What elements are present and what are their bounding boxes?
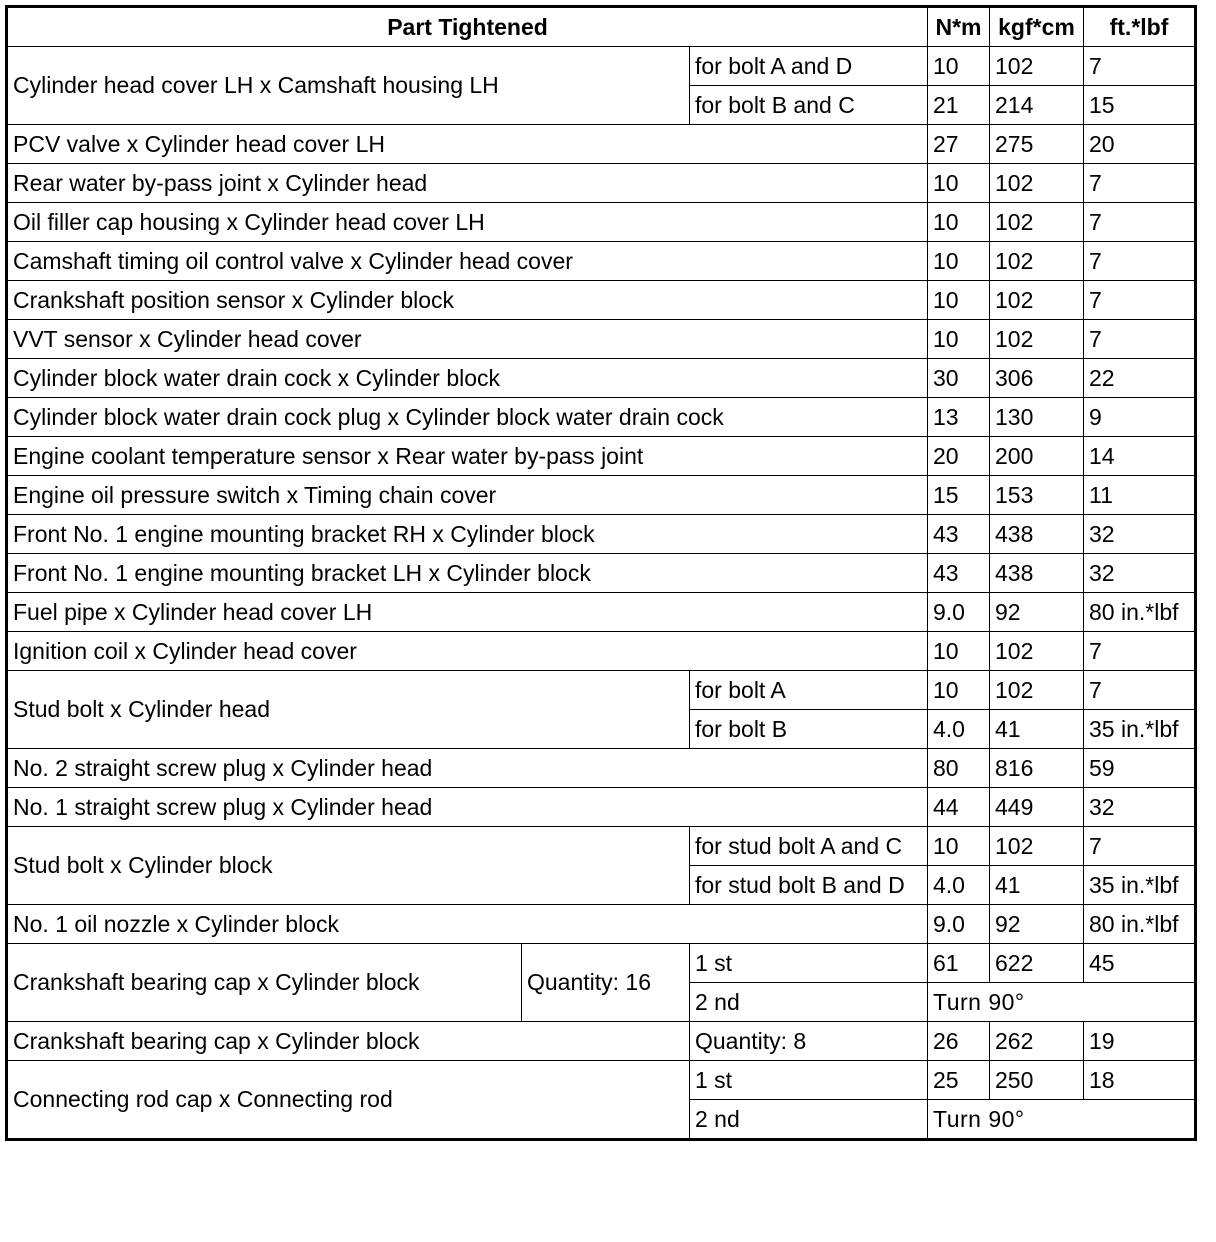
part-cell: No. 1 oil nozzle x Cylinder block bbox=[7, 905, 928, 944]
nm-cell: 10 bbox=[928, 242, 990, 281]
kgfcm-cell: 438 bbox=[990, 554, 1084, 593]
nm-cell: 4.0 bbox=[928, 710, 990, 749]
ftlbf-cell: 18 bbox=[1084, 1061, 1196, 1100]
kgfcm-cell: 306 bbox=[990, 359, 1084, 398]
part-cell: Stud bolt x Cylinder block bbox=[7, 827, 690, 905]
part-cell: Stud bolt x Cylinder head bbox=[7, 671, 690, 749]
kgfcm-cell: 102 bbox=[990, 164, 1084, 203]
part-cell: Fuel pipe x Cylinder head cover LH bbox=[7, 593, 928, 632]
kgfcm-cell: 102 bbox=[990, 242, 1084, 281]
condition-cell: for bolt B bbox=[690, 710, 928, 749]
ftlbf-cell: 7 bbox=[1084, 827, 1196, 866]
ftlbf-cell: 7 bbox=[1084, 164, 1196, 203]
nm-cell: 10 bbox=[928, 164, 990, 203]
header-ftlbf: ft.*lbf bbox=[1084, 7, 1196, 47]
part-cell: No. 1 straight screw plug x Cylinder head bbox=[7, 788, 928, 827]
kgfcm-cell: 102 bbox=[990, 671, 1084, 710]
header-kgfcm: kgf*cm bbox=[990, 7, 1084, 47]
kgfcm-cell: 102 bbox=[990, 632, 1084, 671]
ftlbf-cell: 7 bbox=[1084, 320, 1196, 359]
table-row bbox=[7, 47, 1196, 86]
condition-cell: for bolt A and D bbox=[690, 47, 928, 86]
ftlbf-cell: 7 bbox=[1084, 632, 1196, 671]
step-cell: 1 st bbox=[690, 944, 928, 983]
table-row bbox=[7, 203, 1196, 242]
part-cell: VVT sensor x Cylinder head cover bbox=[7, 320, 928, 359]
kgfcm-cell: 102 bbox=[990, 320, 1084, 359]
nm-cell: 10 bbox=[928, 827, 990, 866]
header-row bbox=[7, 7, 1196, 47]
kgfcm-cell: 250 bbox=[990, 1061, 1084, 1100]
kgfcm-cell: 275 bbox=[990, 125, 1084, 164]
part-cell: Crankshaft position sensor x Cylinder block bbox=[7, 281, 928, 320]
nm-cell: 21 bbox=[928, 86, 990, 125]
nm-cell: 10 bbox=[928, 203, 990, 242]
quantity-cell: Quantity: 16 bbox=[522, 944, 690, 1022]
nm-cell: 27 bbox=[928, 125, 990, 164]
turn-angle-cell: Turn 90° bbox=[928, 1100, 1196, 1140]
kgfcm-cell: 200 bbox=[990, 437, 1084, 476]
ftlbf-cell: 11 bbox=[1084, 476, 1196, 515]
ftlbf-cell: 20 bbox=[1084, 125, 1196, 164]
condition-cell: for bolt A bbox=[690, 671, 928, 710]
kgfcm-cell: 92 bbox=[990, 593, 1084, 632]
kgfcm-cell: 92 bbox=[990, 905, 1084, 944]
nm-cell: 9.0 bbox=[928, 905, 990, 944]
part-cell: Front No. 1 engine mounting bracket LH x Cylinder block bbox=[7, 554, 928, 593]
step-cell: 2 nd bbox=[690, 983, 928, 1022]
part-cell: Engine coolant temperature sensor x Rear water by-pass joint bbox=[7, 437, 928, 476]
ftlbf-cell: 80 in.*lbf bbox=[1084, 905, 1196, 944]
part-cell: Front No. 1 engine mounting bracket RH x Cylinder block bbox=[7, 515, 928, 554]
table-row bbox=[7, 671, 1196, 710]
kgfcm-cell: 214 bbox=[990, 86, 1084, 125]
part-cell: Cylinder head cover LH x Camshaft housing LH bbox=[7, 47, 690, 125]
ftlbf-cell: 59 bbox=[1084, 749, 1196, 788]
quantity-cell: Quantity: 8 bbox=[690, 1022, 928, 1061]
kgfcm-cell: 816 bbox=[990, 749, 1084, 788]
kgfcm-cell: 449 bbox=[990, 788, 1084, 827]
kgfcm-cell: 102 bbox=[990, 47, 1084, 86]
table-row bbox=[7, 242, 1196, 281]
nm-cell: 9.0 bbox=[928, 593, 990, 632]
condition-cell: for bolt B and C bbox=[690, 86, 928, 125]
kgfcm-cell: 41 bbox=[990, 866, 1084, 905]
ftlbf-cell: 7 bbox=[1084, 281, 1196, 320]
ftlbf-cell: 7 bbox=[1084, 47, 1196, 86]
ftlbf-cell: 80 in.*lbf bbox=[1084, 593, 1196, 632]
part-cell: Crankshaft bearing cap x Cylinder block bbox=[7, 1022, 690, 1061]
nm-cell: 10 bbox=[928, 671, 990, 710]
kgfcm-cell: 102 bbox=[990, 827, 1084, 866]
nm-cell: 25 bbox=[928, 1061, 990, 1100]
nm-cell: 61 bbox=[928, 944, 990, 983]
step-cell: 2 nd bbox=[690, 1100, 928, 1140]
ftlbf-cell: 32 bbox=[1084, 554, 1196, 593]
table-row bbox=[7, 476, 1196, 515]
step-cell: 1 st bbox=[690, 1061, 928, 1100]
nm-cell: 80 bbox=[928, 749, 990, 788]
table-row bbox=[7, 944, 1196, 983]
ftlbf-cell: 7 bbox=[1084, 242, 1196, 281]
nm-cell: 30 bbox=[928, 359, 990, 398]
kgfcm-cell: 130 bbox=[990, 398, 1084, 437]
table-row bbox=[7, 125, 1196, 164]
nm-cell: 15 bbox=[928, 476, 990, 515]
ftlbf-cell: 14 bbox=[1084, 437, 1196, 476]
turn-angle-cell: Turn 90° bbox=[928, 983, 1196, 1022]
nm-cell: 10 bbox=[928, 320, 990, 359]
table-row bbox=[7, 1022, 1196, 1061]
part-cell: Connecting rod cap x Connecting rod bbox=[7, 1061, 690, 1140]
nm-cell: 43 bbox=[928, 515, 990, 554]
ftlbf-cell: 32 bbox=[1084, 515, 1196, 554]
kgfcm-cell: 102 bbox=[990, 203, 1084, 242]
kgfcm-cell: 262 bbox=[990, 1022, 1084, 1061]
torque-specification-table bbox=[5, 5, 1197, 1141]
table-row bbox=[7, 281, 1196, 320]
condition-cell: for stud bolt B and D bbox=[690, 866, 928, 905]
nm-cell: 13 bbox=[928, 398, 990, 437]
nm-cell: 43 bbox=[928, 554, 990, 593]
ftlbf-cell: 35 in.*lbf bbox=[1084, 866, 1196, 905]
table-row bbox=[7, 749, 1196, 788]
part-cell: PCV valve x Cylinder head cover LH bbox=[7, 125, 928, 164]
table-row bbox=[7, 437, 1196, 476]
table-row bbox=[7, 515, 1196, 554]
part-cell: Camshaft timing oil control valve x Cylinder head cover bbox=[7, 242, 928, 281]
part-cell: Cylinder block water drain cock x Cylinder block bbox=[7, 359, 928, 398]
header-part-tightened: Part Tightened bbox=[7, 7, 928, 47]
kgfcm-cell: 438 bbox=[990, 515, 1084, 554]
nm-cell: 4.0 bbox=[928, 866, 990, 905]
ftlbf-cell: 7 bbox=[1084, 671, 1196, 710]
nm-cell: 10 bbox=[928, 47, 990, 86]
ftlbf-cell: 9 bbox=[1084, 398, 1196, 437]
part-cell: Rear water by-pass joint x Cylinder head bbox=[7, 164, 928, 203]
header-nm: N*m bbox=[928, 7, 990, 47]
table-row bbox=[7, 593, 1196, 632]
part-cell: Engine oil pressure switch x Timing chain cover bbox=[7, 476, 928, 515]
nm-cell: 26 bbox=[928, 1022, 990, 1061]
table-row bbox=[7, 359, 1196, 398]
ftlbf-cell: 32 bbox=[1084, 788, 1196, 827]
nm-cell: 44 bbox=[928, 788, 990, 827]
table-row bbox=[7, 398, 1196, 437]
condition-cell: for stud bolt A and C bbox=[690, 827, 928, 866]
table-row bbox=[7, 164, 1196, 203]
table-row bbox=[7, 320, 1196, 359]
ftlbf-cell: 7 bbox=[1084, 203, 1196, 242]
nm-cell: 10 bbox=[928, 281, 990, 320]
ftlbf-cell: 15 bbox=[1084, 86, 1196, 125]
part-cell: Oil filler cap housing x Cylinder head cover LH bbox=[7, 203, 928, 242]
part-cell: Cylinder block water drain cock plug x Cylinder block water drain cock bbox=[7, 398, 928, 437]
table-row bbox=[7, 827, 1196, 866]
kgfcm-cell: 622 bbox=[990, 944, 1084, 983]
ftlbf-cell: 22 bbox=[1084, 359, 1196, 398]
nm-cell: 10 bbox=[928, 632, 990, 671]
table-row bbox=[7, 788, 1196, 827]
nm-cell: 20 bbox=[928, 437, 990, 476]
part-cell: No. 2 straight screw plug x Cylinder head bbox=[7, 749, 928, 788]
ftlbf-cell: 19 bbox=[1084, 1022, 1196, 1061]
ftlbf-cell: 45 bbox=[1084, 944, 1196, 983]
kgfcm-cell: 41 bbox=[990, 710, 1084, 749]
part-cell: Crankshaft bearing cap x Cylinder block bbox=[7, 944, 522, 1022]
table-row bbox=[7, 554, 1196, 593]
table-row bbox=[7, 1061, 1196, 1100]
ftlbf-cell: 35 in.*lbf bbox=[1084, 710, 1196, 749]
table-row bbox=[7, 905, 1196, 944]
table-row bbox=[7, 632, 1196, 671]
part-cell: Ignition coil x Cylinder head cover bbox=[7, 632, 928, 671]
kgfcm-cell: 153 bbox=[990, 476, 1084, 515]
kgfcm-cell: 102 bbox=[990, 281, 1084, 320]
